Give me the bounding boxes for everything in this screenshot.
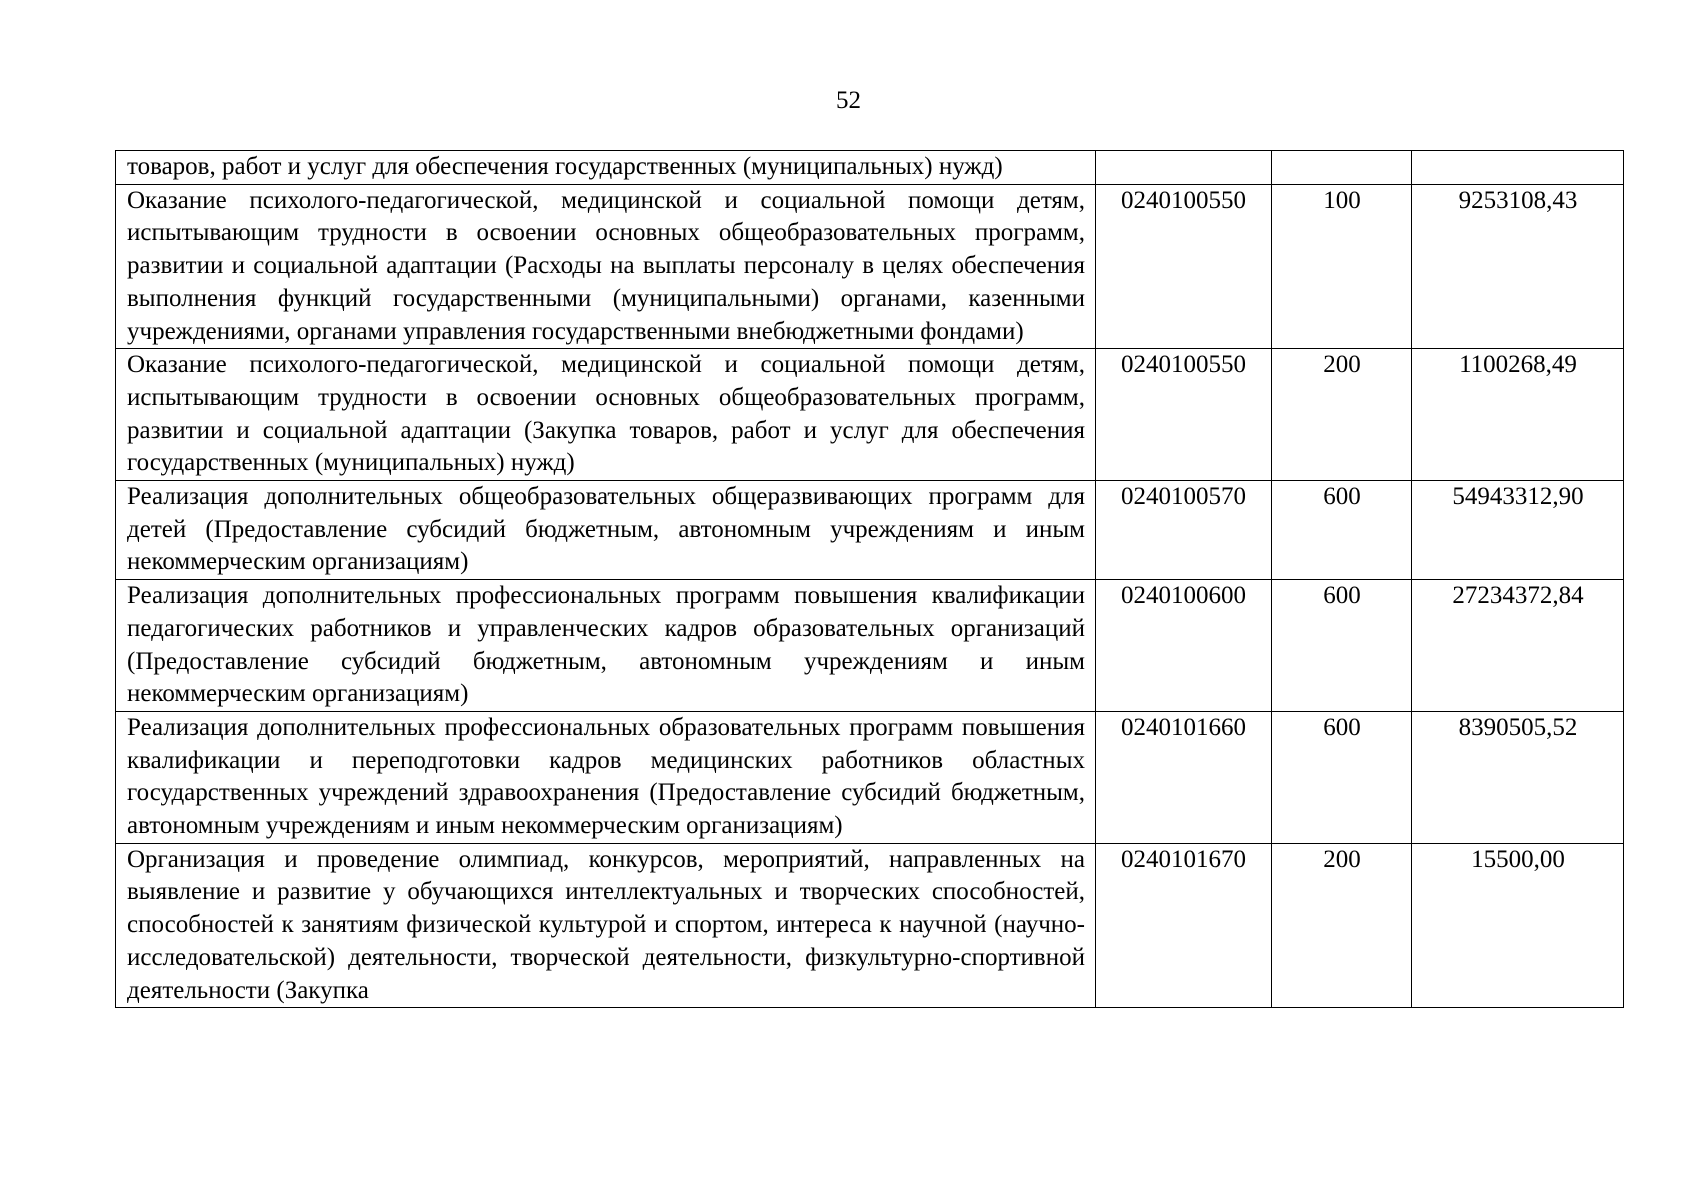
row-target-code: 0240100550 bbox=[1096, 349, 1272, 481]
row-amount: 1100268,49 bbox=[1412, 349, 1624, 481]
row-target-code: 0240100570 bbox=[1096, 481, 1272, 580]
row-target-code: 0240101660 bbox=[1096, 711, 1272, 843]
table-row bbox=[116, 481, 1624, 580]
row-amount: 8390505,52 bbox=[1412, 711, 1624, 843]
table-row bbox=[116, 711, 1624, 843]
row-amount: 27234372,84 bbox=[1412, 580, 1624, 712]
table-row bbox=[116, 151, 1624, 185]
table-row bbox=[116, 349, 1624, 481]
row-amount bbox=[1412, 151, 1624, 185]
row-description: Оказание психолого-педагогической, медицинской и социальной помощи детям, испытывающим трудности в освоении основных общеобразовательных программ, развитии и социальной адаптации (Закупка товаров, работ и услуг для обеспечения государственных (муниципальных) нужд) bbox=[116, 349, 1096, 481]
row-amount: 9253108,43 bbox=[1412, 184, 1624, 349]
row-amount: 54943312,90 bbox=[1412, 481, 1624, 580]
budget-table bbox=[115, 150, 1624, 1008]
row-description: товаров, работ и услуг для обеспечения государственных (муниципальных) нужд) bbox=[116, 151, 1096, 185]
row-description: Реализация дополнительных общеобразовательных общеразвивающих программ для детей (Предоставление субсидий бюджетным, автономным учреждениям и иным некоммерческим организациям) bbox=[116, 481, 1096, 580]
row-expense-kind bbox=[1272, 151, 1412, 185]
row-description: Оказание психолого-педагогической, медицинской и социальной помощи детям, испытывающим трудности в освоении основных общеобразовательных программ, развитии и социальной адаптации (Расходы на выплаты персоналу в целях обеспечения выполнения функций государственными (муниципальными) органами, казенными учреждениями, органами управления государственными внебюджетными фондами) bbox=[116, 184, 1096, 349]
row-description: Реализация дополнительных профессиональных образовательных программ повышения квалификации и переподготовки кадров медицинских работников областных государственных учреждений здравоохранения (Предоставление субсидий бюджетным, автономным учреждениям и иным некоммерческим организациям) bbox=[116, 711, 1096, 843]
row-expense-kind: 200 bbox=[1272, 843, 1412, 1008]
table-row bbox=[116, 184, 1624, 349]
row-expense-kind: 600 bbox=[1272, 580, 1412, 712]
row-amount: 15500,00 bbox=[1412, 843, 1624, 1008]
row-description: Реализация дополнительных профессиональных программ повышения квалификации педагогических работников и управленческих кадров образовательных организаций (Предоставление субсидий бюджетным, автономным учреждениям и иным некоммерческим организациям) bbox=[116, 580, 1096, 712]
row-expense-kind: 600 bbox=[1272, 481, 1412, 580]
row-target-code bbox=[1096, 151, 1272, 185]
row-target-code: 0240101670 bbox=[1096, 843, 1272, 1008]
table-row bbox=[116, 843, 1624, 1008]
page-number: 52 bbox=[836, 87, 861, 114]
table-row bbox=[116, 580, 1624, 712]
row-target-code: 0240100550 bbox=[1096, 184, 1272, 349]
row-expense-kind: 100 bbox=[1272, 184, 1412, 349]
row-description: Организация и проведение олимпиад, конкурсов, мероприятий, направленных на выявление и развитие у обучающихся интеллектуальных и творческих способностей, способностей к занятиям физической культурой и спортом, интереса к научной (научно-исследовательской) деятельности, творческой деятельности, физкультурно-спортивной деятельности (Закупка bbox=[116, 843, 1096, 1008]
row-expense-kind: 200 bbox=[1272, 349, 1412, 481]
row-target-code: 0240100600 bbox=[1096, 580, 1272, 712]
row-expense-kind: 600 bbox=[1272, 711, 1412, 843]
